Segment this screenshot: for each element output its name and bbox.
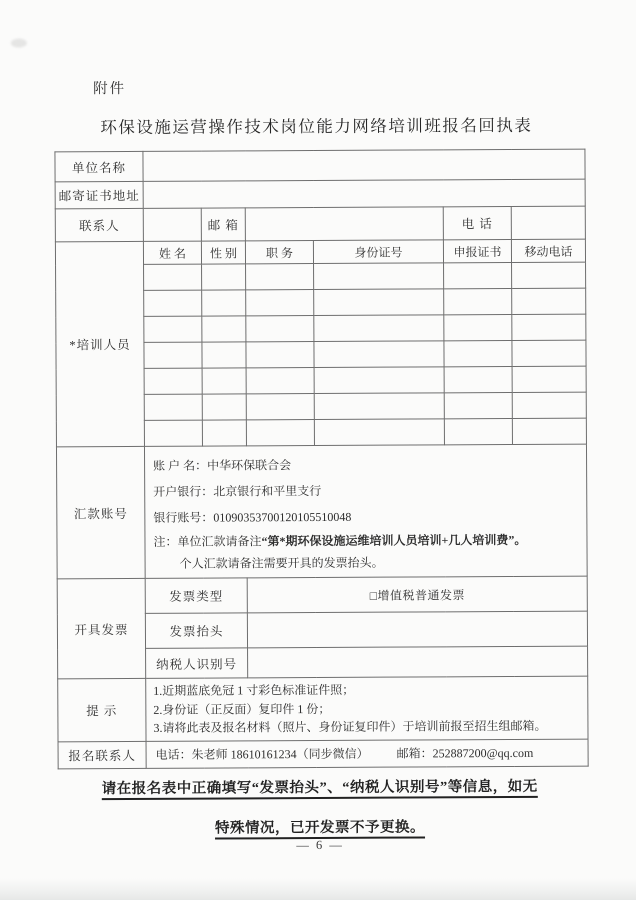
trainee-empty-cell [314, 393, 444, 420]
trainee-empty-cell [444, 314, 512, 340]
trainee-empty-cell [202, 368, 246, 394]
remittance-note-bold: “第*期环保设施运维培训人员培训+几人培训费”。 [261, 532, 527, 548]
attachment-label: 附件 [93, 80, 127, 98]
trainee-empty-cell [512, 340, 586, 366]
mailing-address-label: 邮寄证书地址 [55, 181, 143, 208]
tips-item-1: 1.近期蓝底免冠 1 寸彩色标准证件照； [153, 682, 355, 698]
registration-contact-cell [146, 739, 588, 768]
contact-email-input-cell [245, 207, 443, 241]
trainee-empty-cell [246, 394, 314, 420]
invoice-type-label: 发票类型 [145, 578, 247, 614]
tax-id-input-cell [248, 646, 588, 678]
trainee-empty-cell [202, 342, 246, 368]
invoice-label: 开具发票 [57, 578, 146, 678]
trainee-empty-cell [512, 418, 586, 444]
trainee-empty-cell [246, 316, 314, 342]
contact-phone-label: 电 话 [443, 206, 511, 239]
trainee-empty-cell [202, 394, 246, 420]
trainee-empty-cell [512, 262, 586, 288]
trainee-empty-cell [512, 366, 586, 392]
registration-contact-email: 邮箱：252887200@qq.com [396, 745, 534, 761]
contact-phone-input-cell [511, 206, 585, 239]
trainee-empty-cell [314, 315, 444, 342]
table-row-invoice-type [57, 576, 587, 614]
tips-item-3: 3.请将此表及报名材料（照片、身份证复印件）于培训前报至招生组邮箱。 [153, 718, 547, 735]
unit-name-label: 单位名称 [55, 151, 143, 181]
trainee-empty-cell [444, 288, 512, 314]
trainee-empty-cell [202, 316, 246, 342]
table-row-remittance [56, 444, 587, 579]
trainee-empty-cell [444, 340, 512, 366]
remittance-account-name: 账 户 名：中华环保联合会 [153, 457, 292, 473]
invoice-title-input-cell [247, 611, 587, 648]
trainee-empty-cell [444, 262, 512, 288]
page-number: — 6 — [296, 837, 344, 853]
footer-note-line1: 请在报名表中正确填写“发票抬头”、“纳税人识别号”等信息，如无 [101, 778, 538, 798]
remittance-note-line2: 个人汇款请备注需要开具的发票抬头。 [179, 555, 384, 571]
trainee-empty-cell [144, 368, 202, 394]
trainee-col-certificate: 申报证书 [443, 239, 511, 262]
table-row-registration-contact [58, 739, 588, 769]
trainee-col-id-number: 身份证号 [313, 240, 443, 264]
scan-smudge-artifact [11, 39, 27, 48]
trainee-empty-cell [314, 289, 444, 316]
table-row-trainee-header [55, 239, 585, 265]
contact-email-label: 邮 箱 [201, 208, 245, 241]
remittance-note [153, 528, 580, 552]
table-row-mailing-address [55, 179, 585, 209]
remittance-account-number: 银行账号：01090353700120105510048 [153, 509, 352, 525]
trainee-empty-cell [246, 290, 314, 316]
trainee-empty-cell [246, 420, 314, 446]
trainee-empty-cell [144, 316, 202, 342]
remittance-details-cell [144, 444, 587, 578]
registration-form-table [54, 149, 588, 769]
trainee-empty-cell [246, 368, 314, 394]
tips-label: 提 示 [58, 678, 146, 741]
trainee-empty-cell [314, 263, 444, 290]
page-title: 环保设施运营操作技术岗位能力网络培训班报名回执表 [100, 115, 533, 138]
trainee-empty-cell [144, 420, 202, 446]
remittance-bank: 开户银行：北京银行和平里支行 [153, 483, 322, 499]
invoice-title-label: 发票抬头 [145, 613, 247, 649]
table-row-tips [58, 676, 588, 741]
trainee-col-gender: 性 别 [201, 241, 245, 264]
trainee-col-name: 姓 名 [143, 241, 201, 264]
contact-name-input-cell [143, 208, 201, 241]
trainee-empty-cell [444, 366, 512, 392]
table-row-contact [55, 206, 585, 242]
remittance-note-prefix: 注：单位汇款请备注 [153, 533, 262, 549]
mailing-address-input-cell [143, 179, 585, 208]
trainee-empty-cell [144, 264, 202, 290]
trainee-empty-cell [314, 367, 444, 394]
trainee-empty-cell [144, 290, 202, 316]
registration-contact-label: 报名联系人 [58, 741, 146, 768]
trainee-empty-cell [512, 314, 586, 340]
footer-note-line2: 特殊情况，已开发票不予更换。 [214, 819, 426, 837]
trainee-empty-cell [314, 341, 444, 368]
trainee-empty-cell [444, 392, 512, 418]
trainee-empty-cell [246, 342, 314, 368]
tips-item-2: 2.身份证（正反面）复印件 1 份； [153, 701, 331, 717]
trainee-empty-cell [512, 288, 586, 314]
remittance-label: 汇款账号 [56, 446, 145, 578]
unit-name-input-cell [143, 149, 585, 181]
trainee-empty-cell [144, 394, 202, 420]
registration-contact-phone: 电话：朱老师 18610161234（同步微信） [155, 746, 369, 762]
trainee-empty-cell [144, 342, 202, 368]
trainees-label: *培训人员 [55, 241, 144, 446]
trainee-empty-cell [202, 420, 246, 446]
table-row-unit-name [55, 149, 585, 182]
tax-id-label: 纳税人识别号 [146, 648, 248, 679]
contact-label: 联系人 [55, 208, 143, 241]
trainee-col-position: 职 务 [245, 241, 313, 264]
trainee-col-mobile: 移动电话 [511, 239, 585, 262]
trainee-empty-cell [202, 264, 246, 290]
trainee-empty-cell [512, 392, 586, 418]
trainee-empty-cell [202, 290, 246, 316]
trainee-empty-cell [246, 264, 314, 290]
trainee-empty-cell [444, 418, 512, 444]
tips-content-cell [146, 676, 588, 741]
trainee-empty-cell [314, 419, 444, 446]
invoice-type-checkbox-cell: □增值税普通发票 [247, 576, 587, 613]
